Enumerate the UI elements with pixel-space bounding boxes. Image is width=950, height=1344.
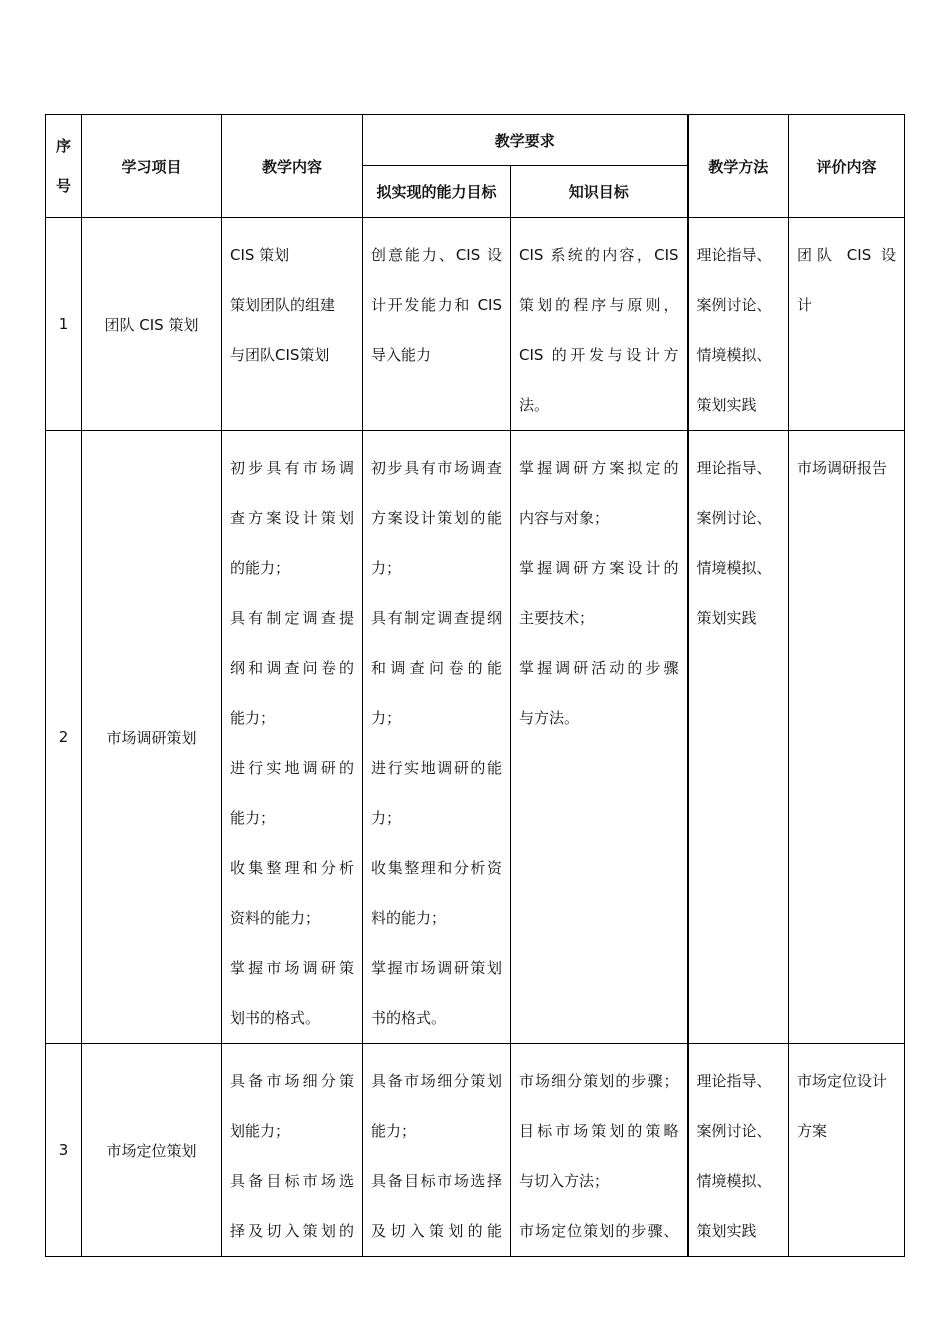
row-seq: 1 [46,218,82,431]
row-ability: 具备市场细分策划 能力； 具备目标市场选择 及切入策划的能 [363,1044,511,1257]
row-project: 市场调研策划 [82,431,222,1044]
row-content: CIS 策划 策划团队的组建 与团队CIS策划 [222,218,363,431]
row-seq: 2 [46,431,82,1044]
header-knowledge: 知识目标 [511,166,688,218]
row-content: 初步具有市场调 查方案设计策划 的能力； 具有制定调查提 纲和调查问卷的 能力； 进行实地调研的 能力； 收集整理和分析 资料的能力； 掌握市场调研策 划书的格式。 [222,431,363,1044]
row-ability: 创意能力、CIS 设 计开发能力和 CIS 导入能力 [363,218,511,431]
row-evaluation: 市场调研报告 [789,431,905,1044]
row-project: 市场定位策划 [82,1044,222,1257]
header-method: 教学方法 [688,115,789,218]
row-method: 理论指导、 案例讨论、 情境模拟、 策划实践 [688,1044,789,1257]
table-row [46,1044,905,1257]
header-content: 教学内容 [222,115,363,218]
header-seq [46,115,82,218]
header-requirements: 教学要求 [363,115,688,166]
table-row [46,431,905,1044]
curriculum-table [45,114,905,1257]
row-method: 理论指导、 案例讨论、 情境模拟、 策划实践 [688,218,789,431]
row-knowledge: 掌握调研方案拟定的 内容与对象； 掌握调研方案设计的 主要技术； 掌握调研活动的步骤 与方法。 [511,431,688,1044]
row-project: 团队 CIS 策划 [82,218,222,431]
row-content: 具备市场细分策 划能力； 具备目标市场选 择及切入策划的 [222,1044,363,1257]
row-knowledge: 市场细分策划的步骤； 目标市场策划的策略 与切入方法； 市场定位策划的步骤、 [511,1044,688,1257]
header-ability: 拟实现的能力目标 [363,166,511,218]
header-evaluation: 评价内容 [789,115,905,218]
header-seq-line-1: 序 [55,137,71,155]
row-evaluation: 团队 CIS 设 计 [789,218,905,431]
row-knowledge: CIS 系统的内容，CIS 策划的程序与原则， CIS 的开发与设计方 法。 [511,218,688,431]
table-row [46,218,905,431]
row-seq: 3 [46,1044,82,1257]
header-project: 学习项目 [82,115,222,218]
row-method: 理论指导、 案例讨论、 情境模拟、 策划实践 [688,431,789,1044]
header-seq-line-2: 号 [55,177,71,195]
row-ability: 初步具有市场调查 方案设计策划的能 力； 具有制定调查提纲 和调查问卷的能 力； 进行实地调研的能 力； 收集整理和分析资 料的能力； 掌握市场调研策划 书的格式。 [363,431,511,1044]
row-evaluation: 市场定位设计 方案 [789,1044,905,1257]
